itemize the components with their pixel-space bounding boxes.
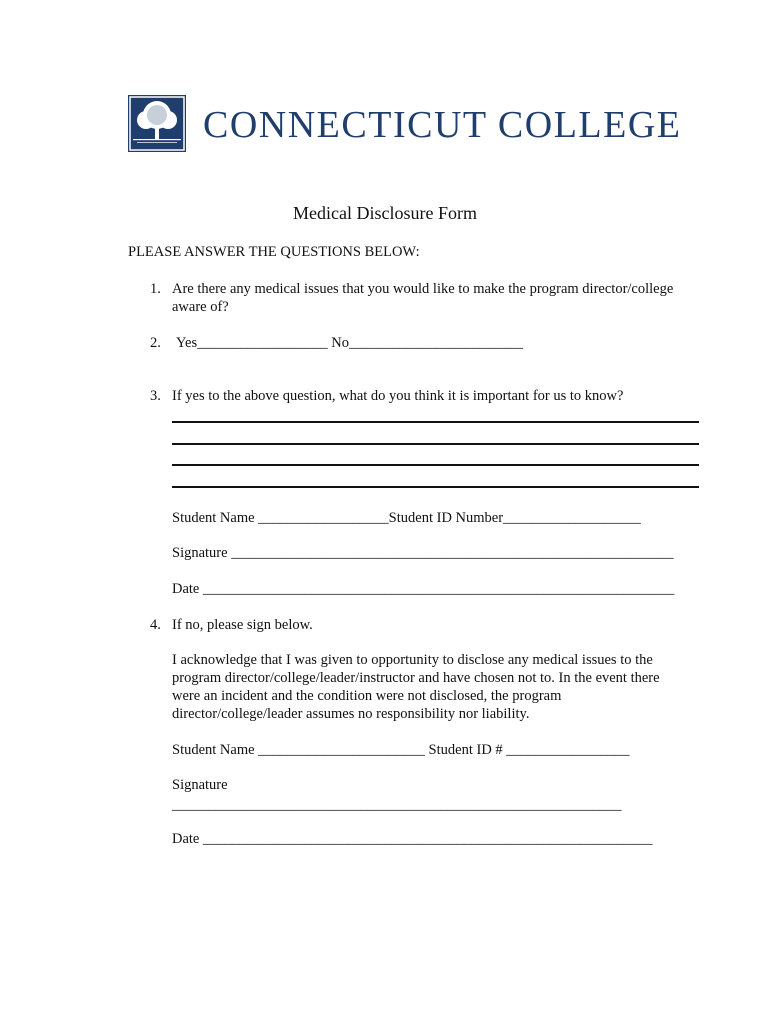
q1-number: 1. [150,281,161,297]
q4-student-name-id-field[interactable]: Student Name _______________________ Student ID # _________________ [172,742,630,758]
q4-date-field[interactable]: Date ______________________________________________________________ [172,831,653,847]
brand-name: CONNECTICUT COLLEGE [203,104,682,146]
instructions: PLEASE ANSWER THE QUESTIONS BELOW: [128,244,420,260]
q3-student-name-id-field[interactable]: Student Name __________________Student ID Number___________________ [172,510,641,526]
form-title: Medical Disclosure Form [293,203,477,223]
ack-line: were an incident and the condition were not disclosed, the program [172,688,562,704]
q2-number: 2. [150,335,161,351]
ack-line: director/college/leader assumes no responsibility nor liability. [172,706,530,722]
q1-text-line1: Are there any medical issues that you would like to make the program director/college [172,281,674,297]
ack-line: I acknowledge that I was given to opportunity to disclose any medical issues to the [172,652,653,668]
ack-line: program director/college/leader/instructor and have chosen not to. In the event there [172,670,660,686]
q1-text-line2: aware of? [172,299,229,315]
q3-signature-field[interactable]: Signature _____________________________________________________________ [172,545,674,561]
q4-signature-label: Signature [172,777,228,793]
college-logo-tree-icon [128,95,186,152]
q2-yes-no-field[interactable]: Yes__________________ No________________________ [176,335,523,351]
college-wordmark [203,100,682,149]
answer-line-1[interactable] [172,421,699,423]
answer-line-3[interactable] [172,464,699,466]
q4-number: 4. [150,617,161,633]
q3-date-field[interactable]: Date _________________________________________________________________ [172,581,675,597]
q4-text: If no, please sign below. [172,617,313,633]
acknowledgement-paragraph [172,651,702,723]
answer-line-2[interactable] [172,443,699,445]
q3-text: If yes to the above question, what do you think it is important for us to know? [172,388,624,404]
q3-number: 3. [150,388,161,404]
q4-signature-field[interactable]: ______________________________________________________________ [172,797,622,813]
answer-line-4[interactable] [172,486,699,488]
